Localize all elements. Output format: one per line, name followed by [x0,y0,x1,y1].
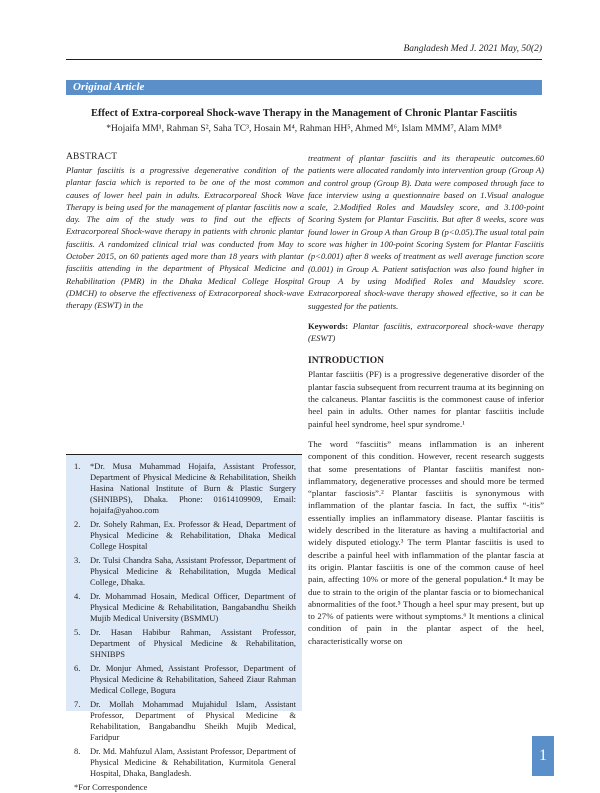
keywords [308,320,544,345]
keywords-text: Plantar fasciitis, extracorporeal shock-wave therapy (ESWT) [308,320,544,344]
page-number: 1 [532,736,554,776]
affiliation-text: Dr. Hasan Habibur Rahman, Assistant Professor, Department of Physical Medicine & Rehabilitation, SHNIBPS [90,627,296,659]
article-title: Effect of Extra-corporeal Shock-wave Therapy in the Management of Chronic Plantar Fasciitis [91,108,517,119]
right-column [308,152,544,655]
affiliation-number: 3. [74,555,81,565]
affiliation-number: 7. [74,699,81,709]
affiliation-item [74,519,296,552]
affiliation-text: *Dr. Musa Muhammad Hojaifa, Assistant Professor, Department of Physical Medicine & Rehabilitation, Sheikh Hasina National Institute of Burn & Plastic Surgery (SHNIBPS), Dhaka. Phone: 01614109909, Email: hojaifa@yahoo.com [90,461,296,515]
left-column [66,152,304,312]
affiliation-item [74,663,296,696]
section-label: Original Article [73,81,145,93]
journal-header: Bangladesh Med J. 2021 May, 50(2) [403,44,542,54]
affiliation-text: Dr. Tulsi Chandra Saha, Assistant Professor, Department of Physical Medicine & Rehabilitation, Mugda Medical College, Dhaka. [90,555,296,587]
affiliation-number: 5. [74,627,81,637]
affiliations-list [66,461,302,779]
affiliation-text: Dr. Mollah Mohammad Mujahidul Islam, Assistant Professor, Department of Physical Medicine & Rehabilitation, Bangabandhu Sheikh Mujib Medical, Faridpur [90,699,296,742]
correspondence-note: *For Correspondence [74,782,148,792]
affiliation-number: 2. [74,519,81,529]
affiliation-text: Dr. Md. Mahfuzul Alam, Assistant Professor, Department of Physical Medicine & Rehabilitation, Kurmitola General Hospital, Dhaka, Bangladesh. [90,746,296,778]
affiliation-item [74,627,296,660]
affiliation-number: 4. [74,591,81,601]
affiliation-item [74,746,296,779]
affiliation-item [74,699,296,743]
author-list: *Hojaifa MM¹, Rahman S², Saha TC³, Hosain M⁴, Rahman HH⁵, Ahmed M⁶, Islam MMM⁷, Alam MM⁸ [106,124,502,134]
affiliations-box [66,454,302,792]
affiliation-number: 6. [74,663,81,673]
introduction-heading: INTRODUCTION [308,356,385,367]
affiliation-number: 8. [74,746,81,756]
affiliation-number: 1. [74,461,81,471]
section-band [66,80,542,95]
abstract-heading: ABSTRACT [66,152,118,162]
affiliation-item [74,555,296,588]
abstract-text-left: Plantar fasciitis is a progressive degenerative condition of the plantar fascia which is reported to be one of the most common causes of lower heel pain in adults. Extracorporeal Shock Wave Therapy is being used for the management of plantar fasciitis now a day. The aim of the study was to find out the effects of Extracorporeal Shock-wave therapy in patients with chronic plantar fasciitis. A randomized clinical trial was conducted from May to October 2015, on 60 patients aged more than 18 years with plantar fasciitis attending in the department of Physical Medicine and Rehabilitation (PMR) in the Dhaka Medical College Hospital (DMCH) to observe the effectiveness of Extracorporeal shock-wave therapy (ESWT) in the [66,165,304,311]
keywords-label: Keywords: [308,320,349,331]
affiliation-text: Dr. Mohammad Hosain, Medical Officer, Department of Physical Medicine & Rehabilitation, Bangabandhu Sheikh Mujib Medical University (BSMMU) [90,591,296,623]
affiliation-item [74,591,296,624]
abstract-text-right: treatment of plantar fasciitis and its therapeutic outcomes.60 patients were allocated randomly into intervention group (Group A) and control group (Group B). Data were composed through face to face interview using a questionnaire based on 1.Visual analogue scale, 2.Modified Roles and Maudsley score, and 3.100-point Scoring System for Plantar Fasciitis. But after 8 weeks, score was found lower in Group A than Group B (p<0.05).The usual total pain score was higher in 100-point Scoring System for Plantar Fasciitis (p<0.001) after 8 weeks of treatment as well average function score (0.001) in Group A. Patient satisfaction was also found higher in Group A by using Modified Roles and Maudsley score. Extracorporeal shock-wave therapy showed effective, so it can be suggested for the patients. [308,153,544,311]
introduction-paragraph-2: The word “fasciitis” means inflammation is an inherent component of this condition. However, recent research suggests that some presentations of Plantar fasciitis manifest non-inflammatory, degenerative processes and should more be termed “plantar fasciosis”.² Plantar fasciitis is synonymous with inflammation of the plantar fascia. In fact, the suffix “-itis” essentially implies an inflammatory disease. Plantar fasciitis is widely described in the literature as having a multifactorial and widely disputed etiology.³ The term Plantar fasciitis is used to describe a painful heel with inflammation of the plantar fascia at its origin. Plantar fasciitis is one of the common cause of heel pain, affecting 10% or more of the general population.⁴ It may be due to strain to the origin of the plantar fascia or to biomechanical abnormalities of the foot.⁵ Though a heel spur may present, but up to 27% of patients were without symptoms.⁶ It mentions a clinical condition of pain in the plantar aspect of the heel, characteristically worse on [308,438,544,646]
affiliation-text: Dr. Monjur Ahmed, Assistant Professor, Department of Physical Medicine & Rehabilitation, Saheed Ziaur Rahman Medical College, Bogura [90,663,296,695]
affiliation-item [74,461,296,516]
introduction-paragraph-1: Plantar fasciitis (PF) is a progressive degenerative disorder of the plantar fascia subsequent from recurrent trauma at its beginning on the calcaneus. Plantar fasciitis is the commonest cause of inferior heel pain in adults. Other names for plantar fasciitis include painful heel syndrome, heel spur syndrome.¹ [308,369,544,429]
header-rule [66,59,542,60]
affiliation-text: Dr. Sohely Rahman, Ex. Professor & Head, Department of Physical Medicine & Rehabilitation, Dhaka Medical College Hospital [90,519,296,551]
